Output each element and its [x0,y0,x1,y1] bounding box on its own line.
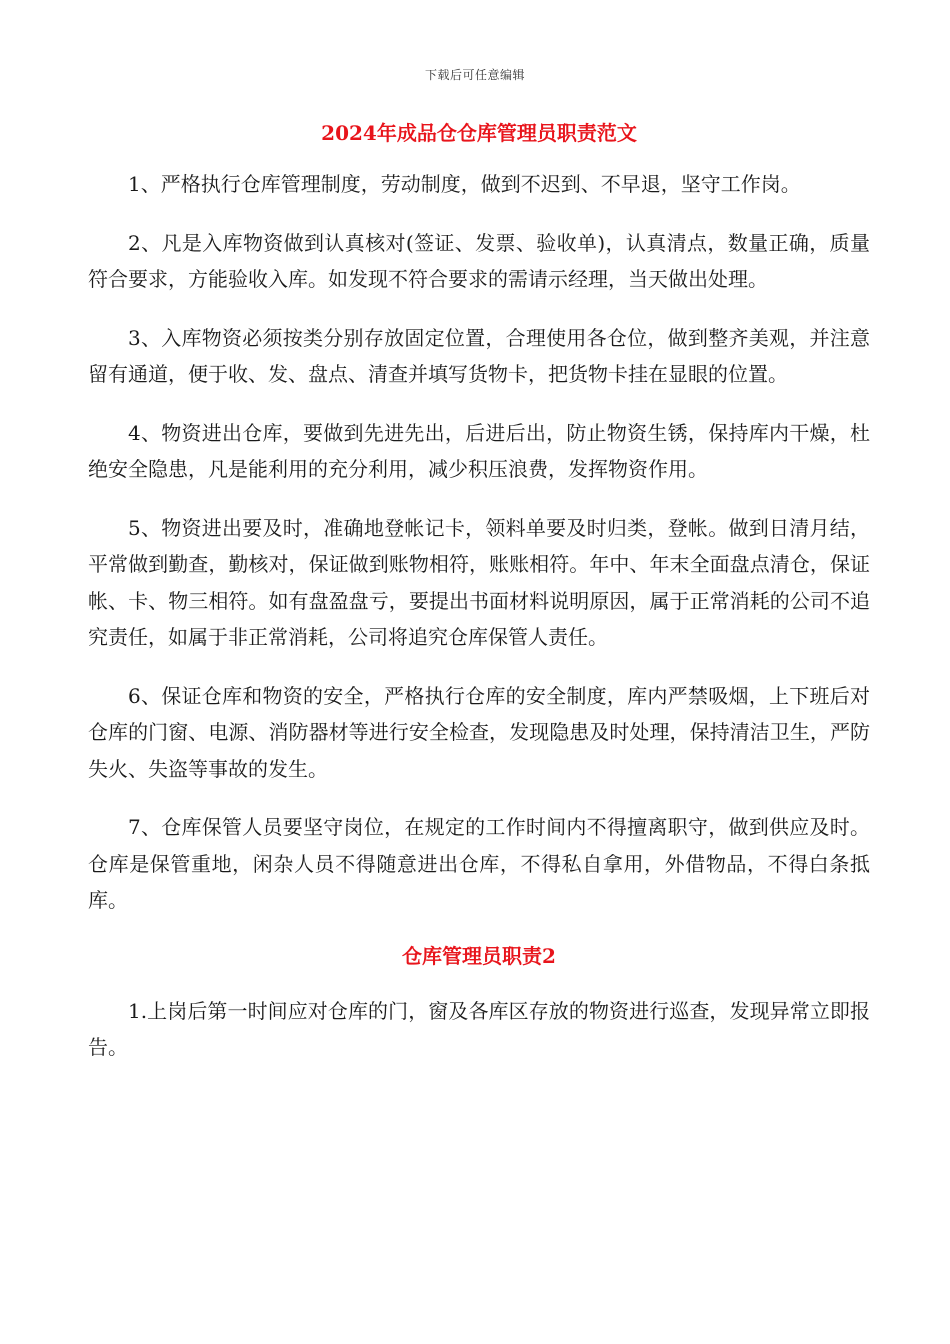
section-2-title: 仓库管理员职责2 [402,943,556,968]
section-2-paragraph-1: 1.上岗后第一时间应对仓库的门，窗及各库区存放的物资进行巡查，发现异常立即报告。 [88,998,870,1059]
paragraph-3: 3、入库物资必须按类分别存放固定位置，合理使用各仓位，做到整齐美观，并注意留有通道，便于收、发、盘点、清查并填写货物卡，把货物卡挂在显眼的位置。 [88,325,870,386]
document-title: 2024年成品仓仓库管理员职责范文 [321,121,637,145]
paragraph-1: 1、严格执行仓库管理制度，劳动制度，做到不迟到、不早退，坚守工作岗。 [128,172,801,196]
document-body [88,118,870,1088]
paragraph-7: 7、仓库保管人员要坚守岗位，在规定的工作时间内不得擅离职守，做到供应及时。仓库是保管重地，闲杂人员不得随意进出仓库，不得私自拿用，外借物品，不得白条抵库。 [88,815,870,912]
paragraph-5: 5、物资进出要及时，准确地登帐记卡，领料单要及时归类，登帐。做到日清月结，平常做到勤查，勤核对，保证做到账物相符，账账相符。年中、年末全面盘点清仓，保证帐、卡、物三相符。如有盘盈盘亏，要提出书面材料说明原因，属于正常消耗的公司不追究责任，如属于非正常消耗，公司将追究仓库保管人责任。 [88,515,870,649]
paragraph-6: 6、保证仓库和物资的安全，严格执行仓库的安全制度，库内严禁吸烟，上下班后对仓库的门窗、电源、消防器材等进行安全检查，发现隐患及时处理，保持清洁卫生，严防失火、失盗等事故的发生。 [88,683,870,781]
paragraph-4: 4、物资进出仓库，要做到先进先出，后进后出，防止物资生锈，保持库内干燥，杜绝安全隐患，凡是能利用的充分利用，减少积压浪费，发挥物资作用。 [88,420,870,481]
header-note: 下载后可任意编辑 [424,68,525,82]
paragraph-2: 2、凡是入库物资做到认真核对(签证、发票、验收单)，认真清点，数量正确，质量符合要求，方能验收入库。如发现不符合要求的需请示经理，当天做出处理。 [88,230,870,291]
